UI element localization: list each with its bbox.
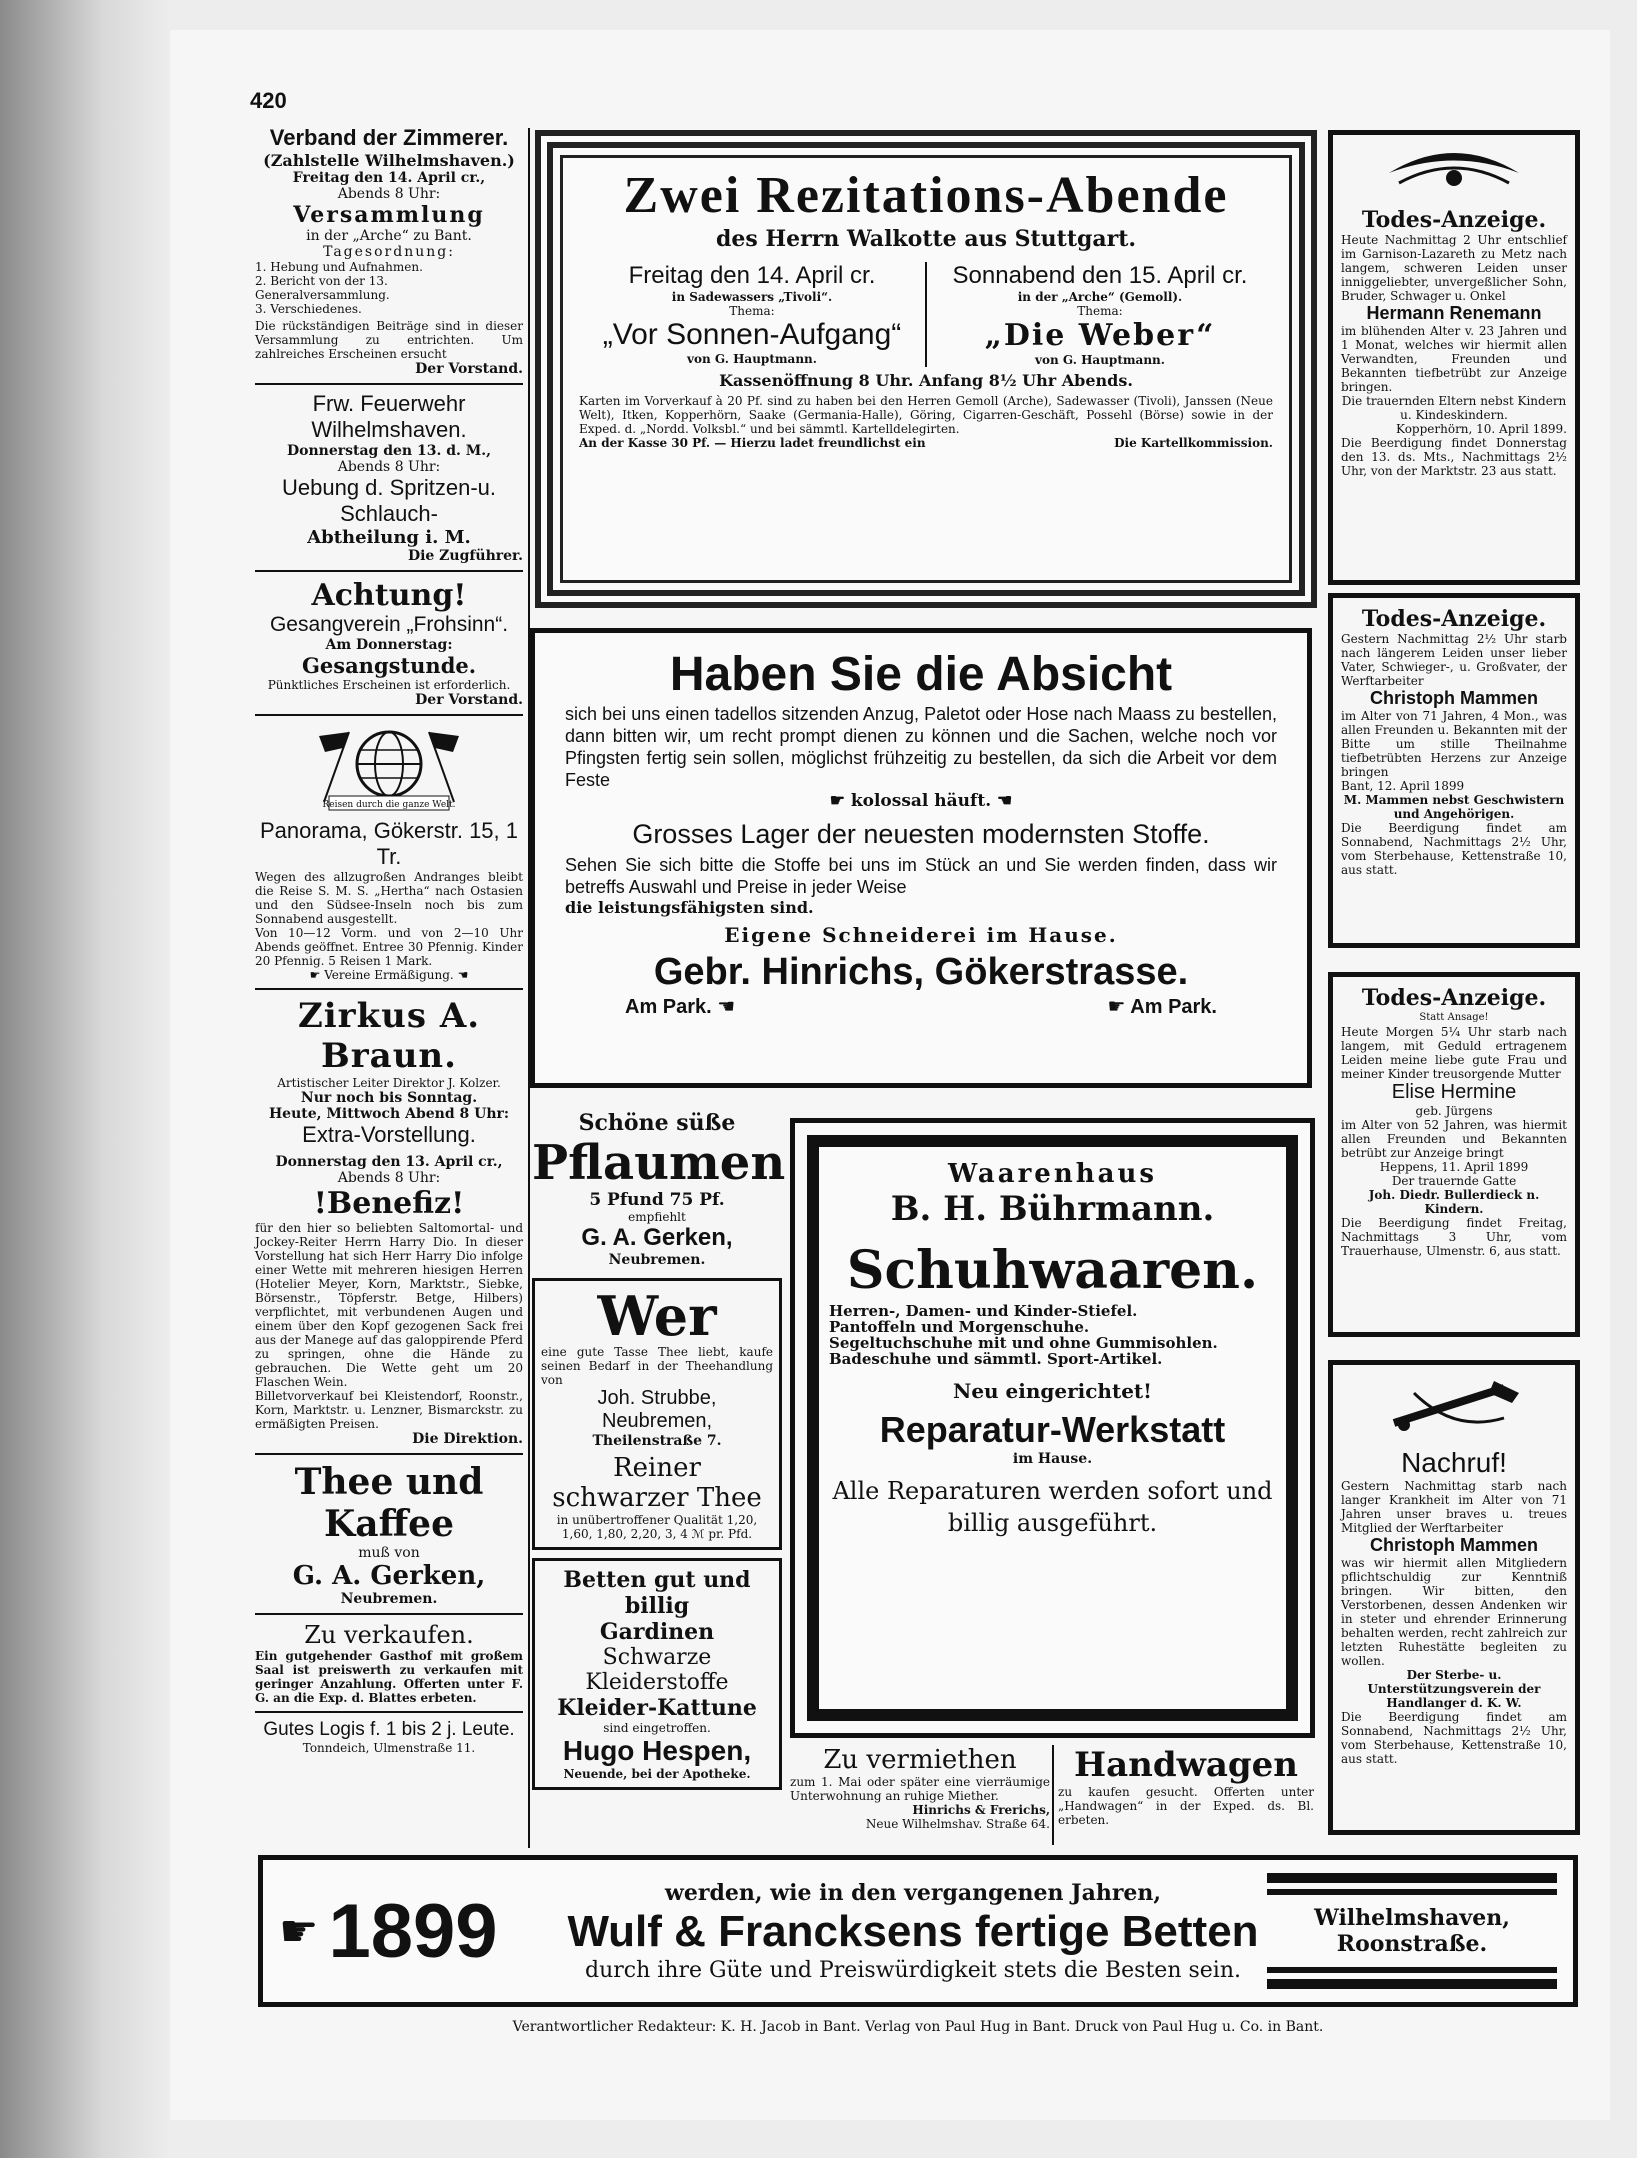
ad-name: G. A. Gerken, bbox=[292, 1561, 486, 1591]
ad-pflaumen bbox=[532, 1110, 786, 1268]
ad-werk: Reparatur-Werkstatt bbox=[879, 1409, 1226, 1450]
ad-zimmerer bbox=[255, 125, 523, 377]
ad-verkaufen bbox=[255, 1621, 523, 1705]
ad-date: Freitag den 14. April cr., bbox=[292, 170, 486, 186]
page-footer: Verantwortlicher Redakteur: K. H. Jacob in Bant. Verlag von Paul Hug in Bant. Druck von Paul Hug u. Co. in Bant. bbox=[512, 2019, 1324, 2035]
ad-betten bbox=[258, 1855, 1578, 2007]
right-thema: Thema: bbox=[1077, 304, 1123, 318]
notice-signature-1: Der trauernde Gatte bbox=[1391, 1174, 1517, 1188]
park-right-text: Am Park. bbox=[1130, 996, 1217, 1018]
ad-benefit: !Benefiz! bbox=[313, 1186, 465, 1221]
ad-sub: muß von bbox=[358, 1545, 420, 1561]
ad-heading: Achtung! bbox=[311, 578, 467, 613]
notice-burial: Die Beerdigung findet Donnerstag den 13. ds. Mts., Nachmittags 2½ Uhr, von der Marktstr. 23 aus statt. bbox=[1341, 436, 1567, 478]
notice-title: Todes-Anzeige. bbox=[1361, 207, 1547, 233]
ad-today: Heute, Mittwoch Abend 8 Uhr: bbox=[268, 1106, 510, 1122]
ad-rec: empfiehlt bbox=[628, 1210, 686, 1224]
ad-line-4: Kleider-Kattune bbox=[557, 1695, 757, 1721]
ad-note: sind eingetroffen. bbox=[603, 1721, 711, 1735]
ad-title: Haben Sie die Absicht bbox=[669, 648, 1173, 701]
left-column bbox=[255, 125, 523, 1755]
ad-wer bbox=[532, 1278, 782, 1550]
ad-hespen bbox=[532, 1558, 782, 1790]
ad-heading-2: Abtheilung i. M. bbox=[307, 527, 471, 548]
notice-nachruf bbox=[1328, 1360, 1580, 1835]
notice-todes-3 bbox=[1328, 972, 1580, 1337]
ad-note: ☛ Vereine Ermäßigung. ☚ bbox=[309, 968, 469, 982]
ad-addr: Theilenstraße 7. bbox=[592, 1433, 722, 1449]
ad-agenda-label: Tagesordnung: bbox=[323, 244, 455, 260]
ad-title: Verband der Zimmerer. bbox=[269, 125, 509, 150]
right-place: in der „Arche“ (Gemoll). bbox=[1017, 290, 1183, 304]
pointing-hand-icon: ☛ bbox=[279, 1905, 319, 1957]
notice-place: Kopperhörn, 10. April 1899. bbox=[1396, 422, 1567, 436]
ad-show: Extra-Vorstellung. bbox=[302, 1122, 476, 1147]
betten-right bbox=[1267, 1873, 1557, 1989]
ad-time: Abends 8 Uhr: bbox=[337, 186, 441, 202]
notice-todes-1 bbox=[1328, 130, 1580, 585]
ad-director: Artistischer Leiter Direktor J. Kolzer. bbox=[277, 1076, 501, 1090]
ad-title: Wer bbox=[597, 1284, 717, 1348]
ad-rezitation bbox=[535, 130, 1317, 608]
ad-signature: Die Zugführer. bbox=[407, 548, 523, 564]
ad-text: zum 1. Mai oder später eine vierräumige Unterwohnung an ruhige Miether. bbox=[790, 1775, 1050, 1803]
rule-vertical bbox=[1052, 1745, 1054, 1845]
ad-text: Ein gutgehender Gasthof mit großem Saal ist preiswerth zu verkaufen mit geringer Anzahlung. Offerten unter F. G. an die Exp. d. Blattes erbeten. bbox=[255, 1649, 523, 1705]
ad-handwagen bbox=[1058, 1745, 1314, 1827]
ad-title: Zu verkaufen. bbox=[304, 1621, 474, 1649]
ad-frohsinn bbox=[255, 578, 523, 708]
ad-pre: Schöne süße bbox=[578, 1110, 736, 1136]
ad-address: Wilhelmshaven, Roonstraße. bbox=[1314, 1905, 1510, 1957]
notice-text-2: was wir hiermit allen Mitgliedern pflichtschuldig zur Kenntniß bringen. Wir bitten, den Verstorbenen, dessen Andenken wir in steter und ehrender Erinnerung behalten werden, recht zahlreich zur letzten Ruhestätte begleiten zu wollen. bbox=[1341, 1556, 1567, 1668]
agenda-item: 1. Hebung und Aufnahmen. bbox=[255, 260, 423, 274]
ad-line-1: Betten gut und billig bbox=[563, 1567, 751, 1619]
notice-name: Christoph Mammen bbox=[1369, 688, 1538, 708]
ad-title: Zu vermiethen bbox=[823, 1745, 1017, 1775]
ad-logis bbox=[255, 1719, 523, 1755]
ad-title: Frw. Feuerwehr Wilhelmshaven. bbox=[311, 391, 467, 442]
ad-line-2: Pantoffeln und Morgenschuhe. bbox=[829, 1318, 1090, 1336]
ad-heading-2: Reiner schwarzer Thee bbox=[552, 1453, 762, 1513]
ad-tickets: Billetvorverkauf bei Kleistendorf, Roonstr., Korn, Marktstr. u. Lenzner, Bismarckstr. zu ermäßigten Preisen. bbox=[255, 1389, 523, 1431]
notice-name: Christoph Mammen bbox=[1369, 1535, 1538, 1555]
ad-feuerwehr bbox=[255, 391, 523, 564]
notice-title: Nachruf! bbox=[1401, 1447, 1507, 1478]
ad-vermiethen bbox=[790, 1745, 1050, 1831]
ad-note: Pünktliches Erscheinen ist erforderlich. bbox=[267, 678, 511, 692]
notice-text-2: im Alter von 52 Jahren, was hiermit allen Freunden und Bekannten betrübt zur Anzeige bringt bbox=[1341, 1118, 1567, 1160]
ad-text-2: Sehen Sie sich bitte die Stoffe bei uns im Stück an und Sie werden finden, dass wir betreffs Auswahl und Preise in jeder Weise bbox=[565, 855, 1277, 897]
ad-text-emphasis: ☛ kolossal häuft. ☚ bbox=[829, 791, 1013, 811]
ad-time: Abends 8 Uhr: bbox=[337, 459, 441, 475]
agenda-item: 2. Bericht von der 13. Generalversammlung. bbox=[255, 274, 390, 302]
notice-signature: Der Sterbe- u. Unterstützungsverein der Handlanger d. K. W. bbox=[1367, 1668, 1541, 1710]
notice-signature-2: Joh. Diedr. Bullerdieck n. Kindern. bbox=[1368, 1188, 1540, 1216]
notice-name: Elise Hermine bbox=[1391, 1081, 1517, 1103]
ad-time: Abends 8 Uhr: bbox=[337, 1170, 441, 1186]
ad-title: Handwagen bbox=[1073, 1745, 1299, 1785]
notice-text-2: im Alter von 71 Jahren, 4 Mon., was allen Freunden u. Bekannten mit der Bitte um stille Theilnahme tiefbetrübten Herzens zur Anzeige bringen bbox=[1341, 709, 1567, 779]
ad-pre: Waarenhaus bbox=[947, 1159, 1158, 1189]
ad-title: Zirkus A. Braun. bbox=[297, 996, 481, 1076]
notice-todes-2 bbox=[1328, 593, 1580, 948]
notice-burial: Die Beerdigung findet am Sonnabend, Nachmittags 2½ Uhr, vom Sterbehause, Kettenstraße 10, aus statt. bbox=[1341, 821, 1567, 877]
ad-text: Karten im Vorverkauf à 20 Pf. sind zu haben bei den Herren Gemoll (Arche), Sadewasser (Tivoli), Janssen (Neue Welt), Itken, Kopperhörn, Saake (Germania-Halle), Göring, Cigarren-Geschäft, Possehl (Börse) sowie in der Exped. d. „Nordd. Volksbl.“ und bei sämmtl. Kartelldelegirten. bbox=[579, 394, 1273, 436]
ad-text: Wegen des allzugroßen Andranges bleibt die Reise S. M. S. „Hertha“ nach Ostasien und den Südsee-Inseln noch bis zum Sonnabend ausgestellt. bbox=[255, 870, 523, 926]
ad-new: Neu eingerichtet! bbox=[953, 1379, 1152, 1403]
ad-addr: Neuende, bei der Apotheke. bbox=[563, 1767, 751, 1781]
betten-text bbox=[559, 1880, 1267, 1983]
ad-title: Zwei Rezitations-Abende bbox=[623, 167, 1229, 224]
left-author: von G. Hauptmann. bbox=[687, 352, 817, 366]
middle-small-column bbox=[532, 1110, 786, 1790]
ad-signature: Die Direktion. bbox=[412, 1431, 523, 1447]
notice-title: Todes-Anzeige. bbox=[1361, 985, 1547, 1011]
ad-times: Kassenöffnung 8 Uhr. Anfang 8½ Uhr Abends. bbox=[719, 371, 1133, 390]
ad-title: Schuhwaaren. bbox=[846, 1240, 1259, 1301]
ad-signature: Der Vorstand. bbox=[415, 361, 523, 377]
ad-werk: Eigene Schneiderei im Hause. bbox=[724, 923, 1118, 947]
notice-title: Todes-Anzeige. bbox=[1361, 606, 1547, 632]
ad-text: Alle Reparaturen werden sofort und billig ausgeführt. bbox=[832, 1477, 1273, 1537]
agenda-item: 3. Verschiedenes. bbox=[255, 302, 362, 316]
ad-line-1: werden, wie in den vergangenen Jahren, bbox=[664, 1879, 1162, 1906]
page-number: 420 bbox=[250, 88, 287, 113]
notice-place: Heppens, 11. April 1899 bbox=[1379, 1160, 1529, 1174]
ad-year: 1899 bbox=[328, 1888, 498, 1974]
notice-burial: Die Beerdigung findet Freitag, Nachmittags 3 Uhr, vom Trauerhause, Ulmenstr. 6, aus statt. bbox=[1341, 1216, 1567, 1258]
ad-signature: Die Kartellkommission. bbox=[1114, 436, 1273, 450]
left-place: in Sadewassers „Tivoli“. bbox=[671, 290, 833, 304]
ad-name: Hugo Hespen, bbox=[562, 1735, 752, 1766]
ad-line-3: Schwarze Kleiderstoffe bbox=[585, 1645, 729, 1695]
notice-text-2: im blühenden Alter v. 23 Jahren und 1 Monat, welches wir hiermit allen Verwandten, Freunden und Bekannten tiefbetrübt zur Anzeige bringen. bbox=[1341, 324, 1567, 394]
ad-line-1: Herren-, Damen- und Kinder-Stiefel. bbox=[829, 1302, 1138, 1320]
notice-name: Hermann Renemann bbox=[1366, 303, 1542, 323]
ad-note: Die rückständigen Beiträge sind in dieser Versammlung zu entrichten. Um zahlreiches Erscheinen ersucht bbox=[255, 319, 523, 361]
pointing-hand-icon: ☛ bbox=[1107, 996, 1126, 1018]
ad-hours: Von 10—12 Vorm. und von 2—10 Uhr Abends geöffnet. Entree 30 Pfennig. Kinder 20 Pfennig. 5 Reisen 1 Mark. bbox=[255, 926, 523, 968]
notice-text: Gestern Nachmittag 2½ Uhr starb nach längerem Leiden unser lieber Vater, Schwieger-, u. Großvater, der Werftarbeiter bbox=[1341, 632, 1567, 688]
ad-place: Neubremen. bbox=[340, 1591, 438, 1607]
pointing-hand-icon: ☚ bbox=[717, 996, 736, 1018]
ad-lager: Grosses Lager der neuesten modernsten Stoffe. bbox=[632, 819, 1210, 849]
ad-text-emph-text: kolossal häuft. bbox=[850, 791, 992, 811]
ad-event: Gesangstunde. bbox=[301, 653, 477, 678]
notice-signature: M. Mammen nebst Geschwistern und Angehörigen. bbox=[1343, 793, 1565, 821]
notice-burial: Die Beerdigung findet am Sonnabend, Nachmittags 2½ Uhr, vom Sterbehause, Kettenstraße 10, aus statt. bbox=[1341, 1710, 1567, 1766]
notice-text: Gestern Nachmittag starb nach langer Krankheit im Alter von 71 Jahren unser braves u. treues Mitglied der Werftarbeiter bbox=[1341, 1479, 1567, 1535]
notice-text: Heute Morgen 5¼ Uhr starb nach langem, mit Geduld ertragenem Leiden meine liebe gute Frau und meiner Kinder treusorgende Mutter bbox=[1341, 1025, 1567, 1081]
ad-panorama bbox=[255, 722, 523, 982]
ad-name: G. A. Gerken, bbox=[581, 1224, 733, 1251]
ad-hinrichs bbox=[530, 628, 1312, 1088]
park-left-text: Am Park. bbox=[625, 996, 712, 1018]
notice-born: geb. Jürgens bbox=[1415, 1104, 1493, 1118]
ad-subtitle: (Zahlstelle Wilhelmshaven.) bbox=[263, 151, 515, 170]
ad-heading: Uebung d. Spritzen-u. Schlauch- bbox=[281, 475, 497, 526]
ad-title: Panorama, Gökerstr. 15, 1 Tr. bbox=[259, 818, 519, 869]
ad-text: für den hier so beliebten Saltomortal- und Jockey-Reiter Herrn Harry Dio. In dieser Vorstellung hat sich Herr Harry Dio infolge einer Wette mit mehreren hiesigen Herren (Hotelier Meyer, Korn, Marktstr., Siebke, Börsenstr., Töpferstr. Betge, Hilbers) verpflichtet, mit verbundenen Augen und einem über den Kopf gezogenen Sack frei aus der Manege auf das galoppirende Pferd zu springen, ohne die Hände zu gebrauchen. Die Wette geht um 20 Flaschen Wein. bbox=[255, 1221, 523, 1389]
ad-date: Donnerstag den 13. d. M., bbox=[287, 443, 491, 459]
binding-shadow bbox=[0, 0, 170, 2158]
park-left bbox=[625, 994, 735, 1019]
ad-address: Neue Wilhelmshav. Straße 64. bbox=[865, 1817, 1050, 1831]
right-play: „Die Weber“ bbox=[984, 318, 1216, 353]
left-thema: Thema: bbox=[729, 304, 775, 318]
ad-date: Donnerstag den 13. April cr., bbox=[275, 1154, 503, 1170]
notice-place: Bant, 12. April 1899 bbox=[1341, 779, 1465, 793]
ad-kasse: An der Kasse 30 Pf. — Hierzu ladet freundlichst ein bbox=[579, 436, 926, 450]
left-play: „Vor Sonnen-Aufgang“ bbox=[602, 318, 902, 351]
ad-text-2: in unübertroffener Qualität 1,20, 1,60, 1,80, 2,20, 3, 4 ℳ pr. Pfd. bbox=[556, 1513, 758, 1541]
notice-stat: Statt Ansage! bbox=[1419, 1012, 1489, 1023]
park-right bbox=[1108, 994, 1217, 1019]
ad-title: Gutes Logis f. 1 bis 2 j. Leute. bbox=[263, 1719, 515, 1740]
ad-haus: im Hause. bbox=[1012, 1451, 1093, 1467]
ad-address: Tonndeich, Ulmenstraße 11. bbox=[302, 1741, 476, 1755]
ad-line-4: Badeschuhe und sämmtl. Sport-Artikel. bbox=[829, 1350, 1163, 1368]
right-date: Sonnabend den 15. April cr. bbox=[952, 262, 1248, 289]
ad-until: Nur noch bis Sonntag. bbox=[300, 1090, 478, 1106]
laurel-wreath-icon bbox=[1379, 143, 1529, 203]
ad-text: sich bei uns einen tadellos sitzenden Anzug, Paletot oder Hose nach Maass zu bestellen, dann bitten wir, um recht prompt dienen zu können und die Sachen, welche noch vor Pfingsten fertig sein sollen, möglichst frühzeitig zu bestellen, da sich die Arbeit vor dem Feste bbox=[565, 704, 1277, 790]
ad-line-2: Gardinen bbox=[599, 1619, 715, 1645]
ad-buhrmann bbox=[790, 1118, 1315, 1738]
ad-place: Neubremen. bbox=[608, 1252, 706, 1268]
ad-text-2b: die leistungsfähigsten sind. bbox=[565, 898, 814, 917]
ad-line-3: Segeltuchschuhe mit und ohne Gummisohlen. bbox=[829, 1334, 1218, 1352]
left-date: Freitag den 14. April cr. bbox=[628, 262, 876, 289]
ad-thee-kaffee bbox=[255, 1461, 523, 1607]
ad-signature: Der Vorstand. bbox=[415, 692, 523, 708]
ad-place: in der „Arche“ zu Bant. bbox=[306, 228, 472, 244]
ad-signature: Hinrichs & Frerichs, bbox=[912, 1803, 1050, 1817]
ad-text: zu kaufen gesucht. Offerten unter „Handwagen“ in der Exped. ds. Bl. erbeten. bbox=[1058, 1785, 1314, 1827]
notice-text: Heute Nachmittag 2 Uhr entschlief im Garnison-Lazareth zu Metz nach langem, schweren Leiden unser inniggeliebter, unvergeßlicher Sohn, Bruder, Schwager u. Onkel bbox=[1341, 233, 1567, 303]
ad-name: Gebr. Hinrichs, Gökerstrasse. bbox=[653, 951, 1189, 993]
ad-heading: Versammlung bbox=[293, 202, 485, 228]
anchor-hammer-icon bbox=[1374, 1373, 1534, 1443]
ad-date: Am Donnerstag: bbox=[325, 637, 453, 653]
ad-name: B. H. Bührmann. bbox=[890, 1189, 1215, 1229]
ad-title: Pflaumen bbox=[532, 1135, 786, 1191]
ad-title: Thee und Kaffee bbox=[294, 1461, 484, 1545]
ad-zirkus bbox=[255, 996, 523, 1447]
year-block bbox=[279, 1888, 559, 1975]
ad-text: eine gute Tasse Thee liebt, kaufe seinen Bedarf in der Theehandlung von bbox=[541, 1345, 773, 1387]
right-author: von G. Hauptmann. bbox=[1035, 353, 1165, 367]
banner-text: Reisen durch die ganze Welt. bbox=[322, 800, 456, 810]
ad-line-2: Wulf & Francksens fertige Betten bbox=[567, 1906, 1259, 1956]
ad-title: Gesangverein „Frohsinn“. bbox=[269, 613, 509, 636]
ad-note-text: Vereine Ermäßigung. bbox=[324, 968, 454, 982]
ad-subtitle: des Herrn Walkotte aus Stuttgart. bbox=[715, 226, 1137, 252]
notice-signature: Die trauernden Eltern nebst Kindern u. Kindeskindern. bbox=[1341, 394, 1567, 422]
ad-name: Joh. Strubbe, Neubremen, bbox=[597, 1387, 717, 1432]
ad-line-3: durch ihre Güte und Preiswürdigkeit stets die Besten sein. bbox=[584, 1957, 1241, 1983]
ad-price: 5 Pfund 75 Pf. bbox=[589, 1190, 725, 1210]
